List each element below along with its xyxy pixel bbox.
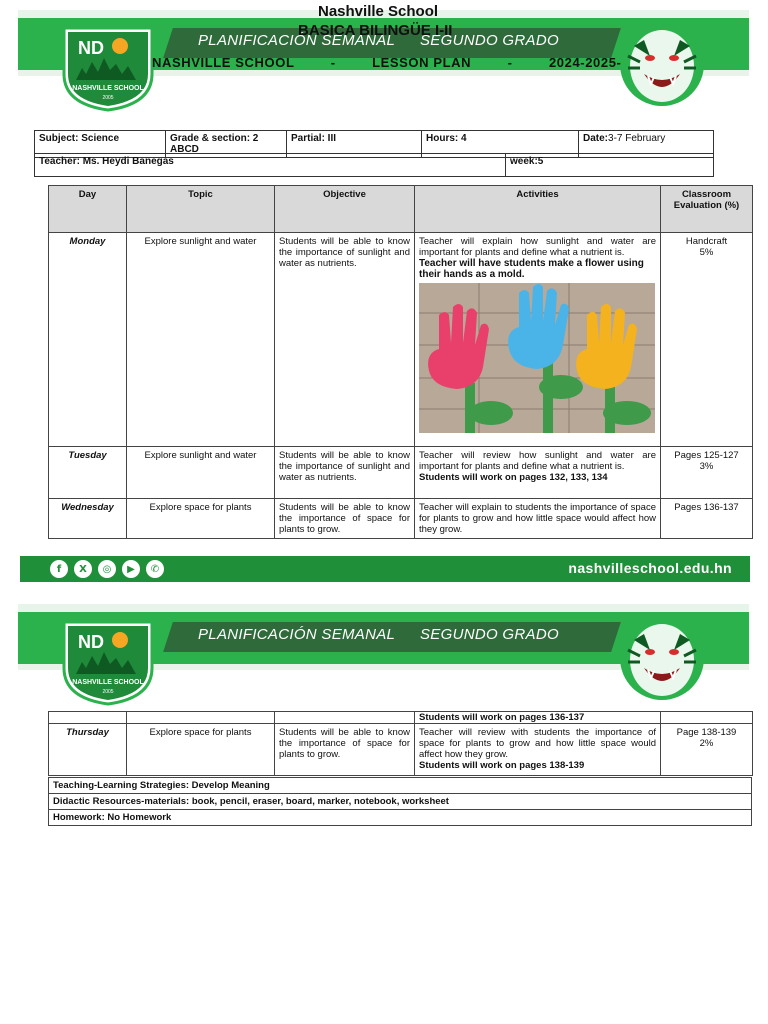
school-logo	[58, 24, 158, 112]
logo-text: NASHVILLE SCHOOL	[72, 679, 144, 686]
facebook-icon[interactable]: f	[50, 560, 68, 578]
page-footer	[20, 556, 750, 582]
header-objective: Objective	[275, 186, 415, 233]
school-name-heading: Nashville School	[318, 3, 439, 20]
objective-cell: Students will be able to know the importance of space for plants to grow.	[275, 724, 415, 776]
subject-cell: Subject: Science	[35, 131, 166, 158]
hours-cell: Hours: 4	[422, 131, 579, 158]
strategies-cell: Teaching-Learning Strategies: Develop Meaning	[49, 778, 752, 794]
evaluation-cell	[661, 712, 753, 724]
table-row	[49, 724, 753, 776]
plan-table	[48, 185, 753, 539]
banner-grade: SEGUNDO GRADO	[420, 32, 559, 49]
week-cell: week:5	[506, 154, 714, 177]
objective-cell: Students will be able to know the importance of sunlight and water as nutrients.	[275, 447, 415, 499]
instagram-icon[interactable]: ◎	[98, 560, 116, 578]
activity-text: Teacher will review with students the importance of space for plants to grow and how little space would affect how they grow.	[419, 727, 656, 760]
topic-cell: Explore space for plants	[127, 724, 275, 776]
whatsapp-icon[interactable]: ✆	[146, 560, 164, 578]
activity-bold-text: Teacher will have students make a flower using their hands as a mold.	[419, 258, 644, 280]
activity-bold-text: Students will work on pages 132, 133, 134	[419, 472, 608, 483]
topic-cell: Explore sunlight and water	[127, 233, 275, 447]
logo-initials: ND	[78, 632, 104, 652]
evaluation-text: Handcraft	[685, 236, 728, 247]
hand-flower-photo	[419, 283, 655, 433]
topic-cell: Explore space for plants	[127, 499, 275, 539]
table-row	[49, 233, 753, 447]
partial-cell: Partial: III	[287, 131, 422, 158]
teacher-table	[34, 153, 714, 177]
lesson-line-sep2: -	[507, 55, 513, 70]
activity-cell: Students will work on pages 136-137	[415, 712, 661, 724]
objective-cell: Students will be able to know the importance of space for plants to grow.	[275, 499, 415, 539]
evaluation-text: Page 138-139	[676, 727, 737, 738]
header-evaluation: Classroom Evaluation (%)	[661, 186, 753, 233]
tiger-mascot	[614, 610, 710, 702]
table-row	[49, 712, 753, 724]
day-cell: Thursday	[49, 724, 127, 776]
extra-info-table	[48, 777, 752, 826]
day-cell: Wednesday	[49, 499, 127, 539]
evaluation-cell	[661, 447, 753, 499]
header-activities: Activities	[415, 186, 661, 233]
website-link[interactable]: nashvilleschool.edu.hn	[568, 560, 732, 576]
table-row	[49, 499, 753, 539]
activity-bold-text: Students will work on pages 138-139	[419, 760, 585, 771]
day-cell	[49, 712, 127, 724]
tiger-mascot	[614, 16, 710, 108]
teacher-cell: Teacher: Ms. Heydi Banegas	[35, 154, 506, 177]
objective-cell: Students will be able to know the importance of sunlight and water as nutrients.	[275, 233, 415, 447]
school-logo	[58, 618, 158, 706]
logo-initials: ND	[78, 38, 104, 58]
evaluation-percent: 2%	[699, 738, 714, 749]
evaluation-percent: 3%	[699, 461, 714, 472]
grade-cell: Grade & section: 2 ABCD	[166, 131, 287, 158]
objective-cell	[275, 712, 415, 724]
logo-year: 2005	[102, 95, 114, 101]
banner-title: PLANIFICACIÓN SEMANAL	[198, 32, 396, 49]
lesson-plan-line	[152, 55, 621, 70]
day-cell: Monday	[49, 233, 127, 447]
resources-cell: Didactic Resources-materials: book, pencil, eraser, board, marker, notebook, worksheet	[49, 794, 752, 810]
banner-grade: SEGUNDO GRADO	[420, 626, 559, 643]
lesson-line-school: NASHVILLE SCHOOL	[152, 55, 295, 70]
evaluation-cell	[661, 233, 753, 447]
plan-header-row	[49, 186, 753, 233]
evaluation-cell: Pages 136-137	[661, 499, 753, 539]
plan-table-continued	[48, 711, 753, 776]
homework-cell: Homework: No Homework	[49, 810, 752, 826]
activity-cell: Teacher will explain to students the importance of space for plants to grow and how little space would affect how they grow.	[415, 499, 661, 539]
youtube-icon[interactable]: ▶	[122, 560, 140, 578]
x-icon[interactable]: X	[74, 560, 92, 578]
topic-cell	[127, 712, 275, 724]
evaluation-cell	[661, 724, 753, 776]
date-value: 3-7 February	[608, 133, 666, 144]
evaluation-text: Pages 125-127	[674, 450, 739, 461]
program-heading: BASICA BILINGÜE I-II	[298, 22, 453, 39]
header-topic: Topic	[127, 186, 275, 233]
activity-cell	[415, 233, 661, 447]
date-label: Date:	[583, 133, 609, 144]
header-day: Day	[49, 186, 127, 233]
social-icons	[50, 560, 164, 578]
lesson-line-sep1: -	[330, 55, 336, 70]
banner-title: PLANIFICACIÓN SEMANAL	[198, 626, 396, 643]
logo-year: 2005	[102, 689, 114, 695]
evaluation-percent: 5%	[699, 247, 714, 258]
lesson-line-plan: LESSON PLAN	[372, 55, 472, 70]
activity-text: Teacher will review how sunlight and water are important for plants and define what a nutrient is.	[419, 450, 656, 472]
activity-cell	[415, 447, 661, 499]
activity-text: Teacher will explain how sunlight and water are important for plants and define what a nutrient is.	[419, 236, 656, 258]
logo-text: NASHVILLE SCHOOL	[72, 85, 144, 92]
table-row	[49, 447, 753, 499]
activity-cell	[415, 724, 661, 776]
topic-cell: Explore sunlight and water	[127, 447, 275, 499]
day-cell: Tuesday	[49, 447, 127, 499]
lesson-line-year: 2024-2025-	[548, 55, 622, 70]
